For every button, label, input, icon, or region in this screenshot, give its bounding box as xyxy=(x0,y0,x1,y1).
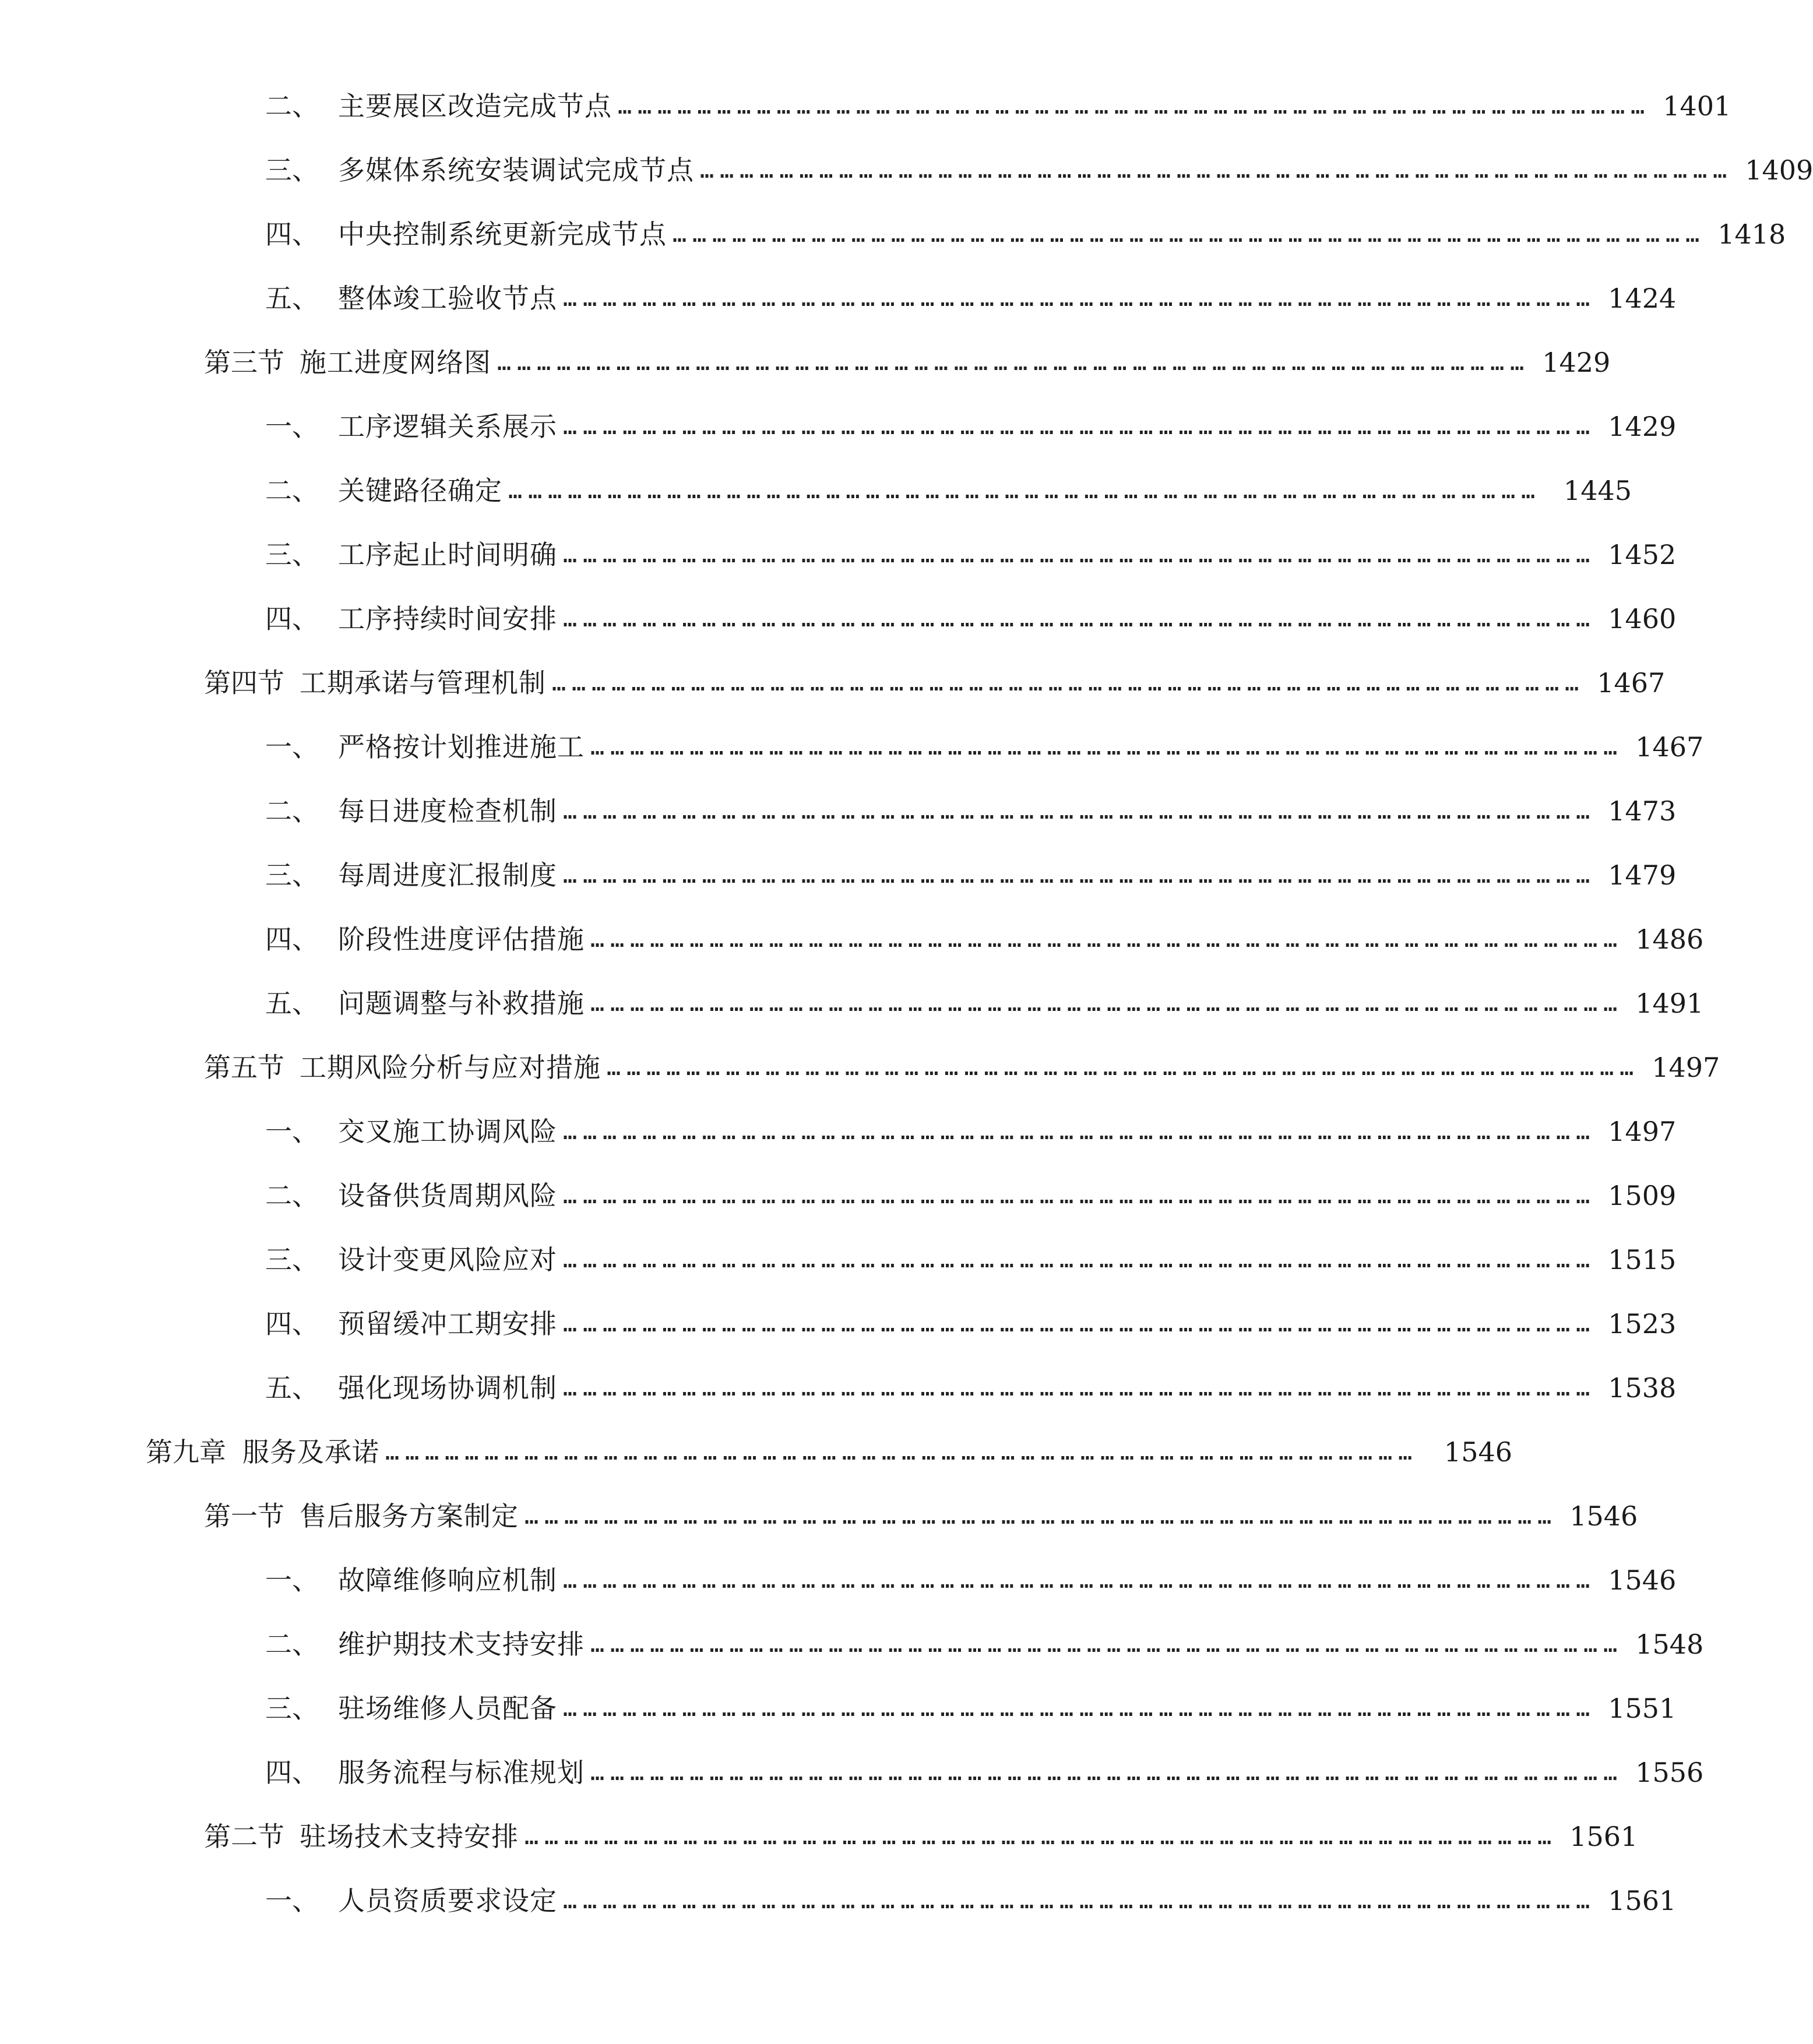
dot-leader: ………………………………………………………………………………………………………………………………………… xyxy=(563,1182,1596,1209)
toc-entry-title: 每日进度检查机制 xyxy=(338,795,557,827)
toc-entry-number: 三、 xyxy=(265,859,319,891)
dot-leader: ………………………………………………………………………………………………………………………………………… xyxy=(590,1759,1624,1786)
toc-entry-number: 二、 xyxy=(265,90,319,122)
toc-entry-title: 预留缓冲工期安排 xyxy=(338,1308,557,1340)
toc-entry[interactable] xyxy=(0,1557,1711,1604)
toc-section-entry[interactable] xyxy=(0,1813,1650,1860)
toc-entry-title: 严格按计划推进施工 xyxy=(338,731,585,763)
toc-entry[interactable] xyxy=(0,531,1711,578)
toc-entry-title: 售后服务方案制定 xyxy=(300,1500,519,1532)
toc-entry-number: 第一节 xyxy=(204,1500,284,1532)
dot-leader: ………………………………………………………………………………………………………………………………………… xyxy=(618,93,1651,119)
toc-section-entry[interactable] xyxy=(0,1044,1720,1091)
dot-leader: ………………………………………………………………………………………………………………………………………… xyxy=(563,605,1596,632)
toc-entry-title: 施工进度网络图 xyxy=(300,347,491,378)
toc-entry[interactable] xyxy=(0,1365,1711,1411)
toc-entry-number: 第二节 xyxy=(204,1821,284,1852)
toc-entry-number: 三、 xyxy=(265,1244,319,1275)
toc-entry-title: 设计变更风险应对 xyxy=(338,1244,557,1275)
toc-entry-number: 四、 xyxy=(265,219,319,250)
dot-leader: ………………………………………………………………………………………………………………………………………… xyxy=(563,1695,1596,1722)
toc-entry-number: 第三节 xyxy=(204,347,284,378)
toc-entry[interactable] xyxy=(0,1877,1711,1924)
toc-entry-title: 故障维修响应机制 xyxy=(338,1564,557,1596)
toc-entry-page: 1460 xyxy=(1608,603,1677,635)
toc-entry[interactable] xyxy=(0,403,1711,450)
toc-entry-page: 1429 xyxy=(1608,411,1677,442)
toc-entry-page: 1497 xyxy=(1652,1052,1720,1083)
toc-entry[interactable] xyxy=(0,467,1711,514)
toc-entry-title: 工序持续时间安排 xyxy=(338,603,557,635)
toc-entry-number: 五、 xyxy=(265,988,319,1019)
toc-entry-title: 工序逻辑关系展示 xyxy=(338,411,557,442)
toc-entry-page: 1561 xyxy=(1569,1821,1638,1852)
toc-entry-page: 1546 xyxy=(1569,1500,1638,1532)
dot-leader: ………………………………………………………………………………………………………………………………………… xyxy=(552,669,1585,696)
toc-entry-number: 四、 xyxy=(265,1308,319,1340)
toc-entry-page: 1429 xyxy=(1542,347,1611,378)
toc-entry-title: 多媒体系统安装调试完成节点 xyxy=(338,154,694,186)
toc-entry-page: 1491 xyxy=(1635,988,1704,1019)
toc-entry-number: 第五节 xyxy=(204,1052,284,1083)
toc-entry-title: 服务及承诺 xyxy=(242,1436,379,1468)
toc-entry-page: 1445 xyxy=(1563,475,1632,506)
toc-entry-number: 五、 xyxy=(265,1372,319,1404)
dot-leader: ………………………………………………………………………………………………………………………………………… xyxy=(563,1567,1596,1594)
toc-entry[interactable] xyxy=(0,1621,1711,1668)
toc-entry-title: 整体竣工验收节点 xyxy=(338,283,557,314)
toc-entry-number: 三、 xyxy=(265,1693,319,1724)
dot-leader: ………………………………………………………………………………………………………………………………………… xyxy=(607,1054,1640,1081)
dot-leader: ………………………………………………………………………………………………………………………………………… xyxy=(590,734,1624,760)
toc-entry-title: 关键路径确定 xyxy=(338,475,502,506)
toc-entry-page: 1418 xyxy=(1717,219,1786,250)
toc-entry-title: 服务流程与标准规划 xyxy=(338,1757,585,1788)
dot-leader: ………………………………………………………………………………………………………………………………………… xyxy=(524,1503,1558,1530)
toc-entry[interactable] xyxy=(0,1749,1711,1796)
toc-entry-number: 三、 xyxy=(265,539,319,570)
toc-entry-number: 四、 xyxy=(265,603,319,635)
toc-entry-number: 二、 xyxy=(265,1629,319,1660)
toc-entry-title: 交叉施工协调风险 xyxy=(338,1116,557,1147)
toc-entry-page: 1424 xyxy=(1608,283,1677,314)
toc-entry[interactable] xyxy=(0,788,1711,834)
dot-leader: ………………………………………………………………………………………………………………………………………… xyxy=(563,1118,1596,1145)
toc-entry-number: 二、 xyxy=(265,1180,319,1211)
dot-leader: ………………………………………………………………………………………………………………………………………… xyxy=(563,1375,1596,1401)
toc-entry-title: 每周进度汇报制度 xyxy=(338,859,557,891)
toc-entry[interactable] xyxy=(0,1685,1711,1732)
dot-leader: ………………………………………………………………………………………………………………………………………… xyxy=(590,990,1624,1017)
toc-entry-number: 三、 xyxy=(265,154,319,186)
toc-entry-title: 主要展区改造完成节点 xyxy=(338,90,612,122)
toc-section-entry[interactable] xyxy=(0,660,1666,706)
toc-entry-title: 驻场维修人员配备 xyxy=(338,1693,557,1724)
toc-entry-page: 1401 xyxy=(1663,90,1731,122)
toc-entry-page: 1523 xyxy=(1608,1308,1677,1340)
toc-entry[interactable] xyxy=(0,147,1813,193)
dot-leader: ………………………………………………………………………………………………………………………………………… xyxy=(563,798,1596,824)
toc-section-entry[interactable] xyxy=(0,1493,1650,1539)
toc-entry[interactable] xyxy=(0,1108,1711,1155)
toc-entry-number: 第九章 xyxy=(146,1436,226,1468)
toc-entry-number: 一、 xyxy=(265,1116,319,1147)
dot-leader: ………………………………………………………………………………………………………………………………………… xyxy=(700,157,1733,184)
toc-entry-number: 四、 xyxy=(265,924,319,955)
dot-leader: ………………………………………………………………………………………………………………………………………… xyxy=(563,1246,1596,1273)
toc-entry-number: 一、 xyxy=(265,1564,319,1596)
toc-entry-page: 1479 xyxy=(1608,859,1677,891)
toc-entry[interactable] xyxy=(0,275,1711,322)
toc-entry-number: 一、 xyxy=(265,1885,319,1916)
dot-leader: ………………………………………………………………………………………………………………………………………… xyxy=(524,1823,1558,1850)
dot-leader: ………………………………………………………………………………………………………………………………………… xyxy=(563,1310,1596,1337)
toc-section-entry[interactable] xyxy=(0,339,1650,386)
toc-entry-page: 1473 xyxy=(1608,795,1677,827)
toc-entry-page: 1515 xyxy=(1608,1244,1677,1275)
toc-entry-number: 二、 xyxy=(265,795,319,827)
toc-entry[interactable] xyxy=(0,1236,1711,1283)
toc-entry-number: 四、 xyxy=(265,1757,319,1788)
dot-leader: ………………………………………………………………………………………………………………………………………… xyxy=(590,1631,1624,1658)
dot-leader: ………………………………………………………………………………………………………………………………………… xyxy=(563,285,1596,312)
toc-entry-page: 1509 xyxy=(1608,1180,1677,1211)
toc-entry-number: 第四节 xyxy=(204,667,284,699)
toc-entry-title: 工序起止时间明确 xyxy=(338,539,557,570)
toc-chapter-entry[interactable] xyxy=(0,1429,1592,1475)
toc-entry-title: 工期风险分析与应对措施 xyxy=(300,1052,601,1083)
toc-entry-number: 二、 xyxy=(265,475,319,506)
toc-entry-title: 中央控制系统更新完成节点 xyxy=(338,219,667,250)
toc-entry-number: 五、 xyxy=(265,283,319,314)
toc-entry-page: 1467 xyxy=(1597,667,1666,699)
toc-entry-title: 工期承诺与管理机制 xyxy=(300,667,546,699)
toc-entry[interactable] xyxy=(0,1301,1711,1347)
dot-leader: ………………………………………………………………………………………………………………………………………… xyxy=(563,862,1596,889)
toc-entry[interactable] xyxy=(0,83,1731,129)
toc-entry[interactable] xyxy=(0,916,1711,963)
dot-leader: ………………………………………………………………………………………………………………………………………… xyxy=(563,541,1596,568)
dot-leader: ………………………………………………………………………………………………………………………………………… xyxy=(563,413,1596,440)
dot-leader: ………………………………………………………………………………………………………………………………………… xyxy=(563,1887,1596,1914)
toc-entry[interactable] xyxy=(0,724,1711,770)
toc-entry-title: 阶段性进度评估措施 xyxy=(338,924,585,955)
toc-entry-title: 问题调整与补救措施 xyxy=(338,988,585,1019)
toc-entry-page: 1409 xyxy=(1745,154,1813,186)
toc-entry-page: 1546 xyxy=(1608,1564,1677,1596)
dot-leader: ………………………………………………………………………………………………………………………………………… xyxy=(497,349,1530,376)
toc-entry-page: 1486 xyxy=(1635,924,1704,955)
toc-entry[interactable] xyxy=(0,211,1786,258)
toc-entry-page: 1551 xyxy=(1608,1693,1677,1724)
toc-entry-page: 1556 xyxy=(1635,1757,1704,1788)
dot-leader: ………………………………………………………………………………………………………………………………………… xyxy=(385,1439,1418,1465)
toc-entry-page: 1548 xyxy=(1635,1629,1704,1660)
toc-entry-title: 驻场技术支持安排 xyxy=(300,1821,519,1852)
toc-entry-title: 强化现场协调机制 xyxy=(338,1372,557,1404)
toc-entry-page: 1546 xyxy=(1444,1436,1512,1468)
toc-entry-number: 一、 xyxy=(265,731,319,763)
toc-entry-page: 1497 xyxy=(1608,1116,1677,1147)
toc-entry-page: 1561 xyxy=(1608,1885,1677,1916)
toc-entry-page: 1452 xyxy=(1608,539,1677,570)
toc-entry[interactable] xyxy=(0,980,1711,1027)
toc-entry[interactable] xyxy=(0,595,1711,642)
toc-entry[interactable] xyxy=(0,1172,1711,1219)
toc-entry-title: 设备供货周期风险 xyxy=(338,1180,557,1211)
dot-leader: ………………………………………………………………………………………………………………………………………… xyxy=(673,221,1706,248)
toc-entry-number: 一、 xyxy=(265,411,319,442)
toc-entry-title: 维护期技术支持安排 xyxy=(338,1629,585,1660)
toc-entry[interactable] xyxy=(0,852,1711,898)
dot-leader: ………………………………………………………………………………………………………………………………………… xyxy=(508,477,1541,504)
toc-entry-page: 1538 xyxy=(1608,1372,1677,1404)
toc-entry-page: 1467 xyxy=(1635,731,1704,763)
dot-leader: ………………………………………………………………………………………………………………………………………… xyxy=(590,926,1624,953)
toc-entry-title: 人员资质要求设定 xyxy=(338,1885,557,1916)
